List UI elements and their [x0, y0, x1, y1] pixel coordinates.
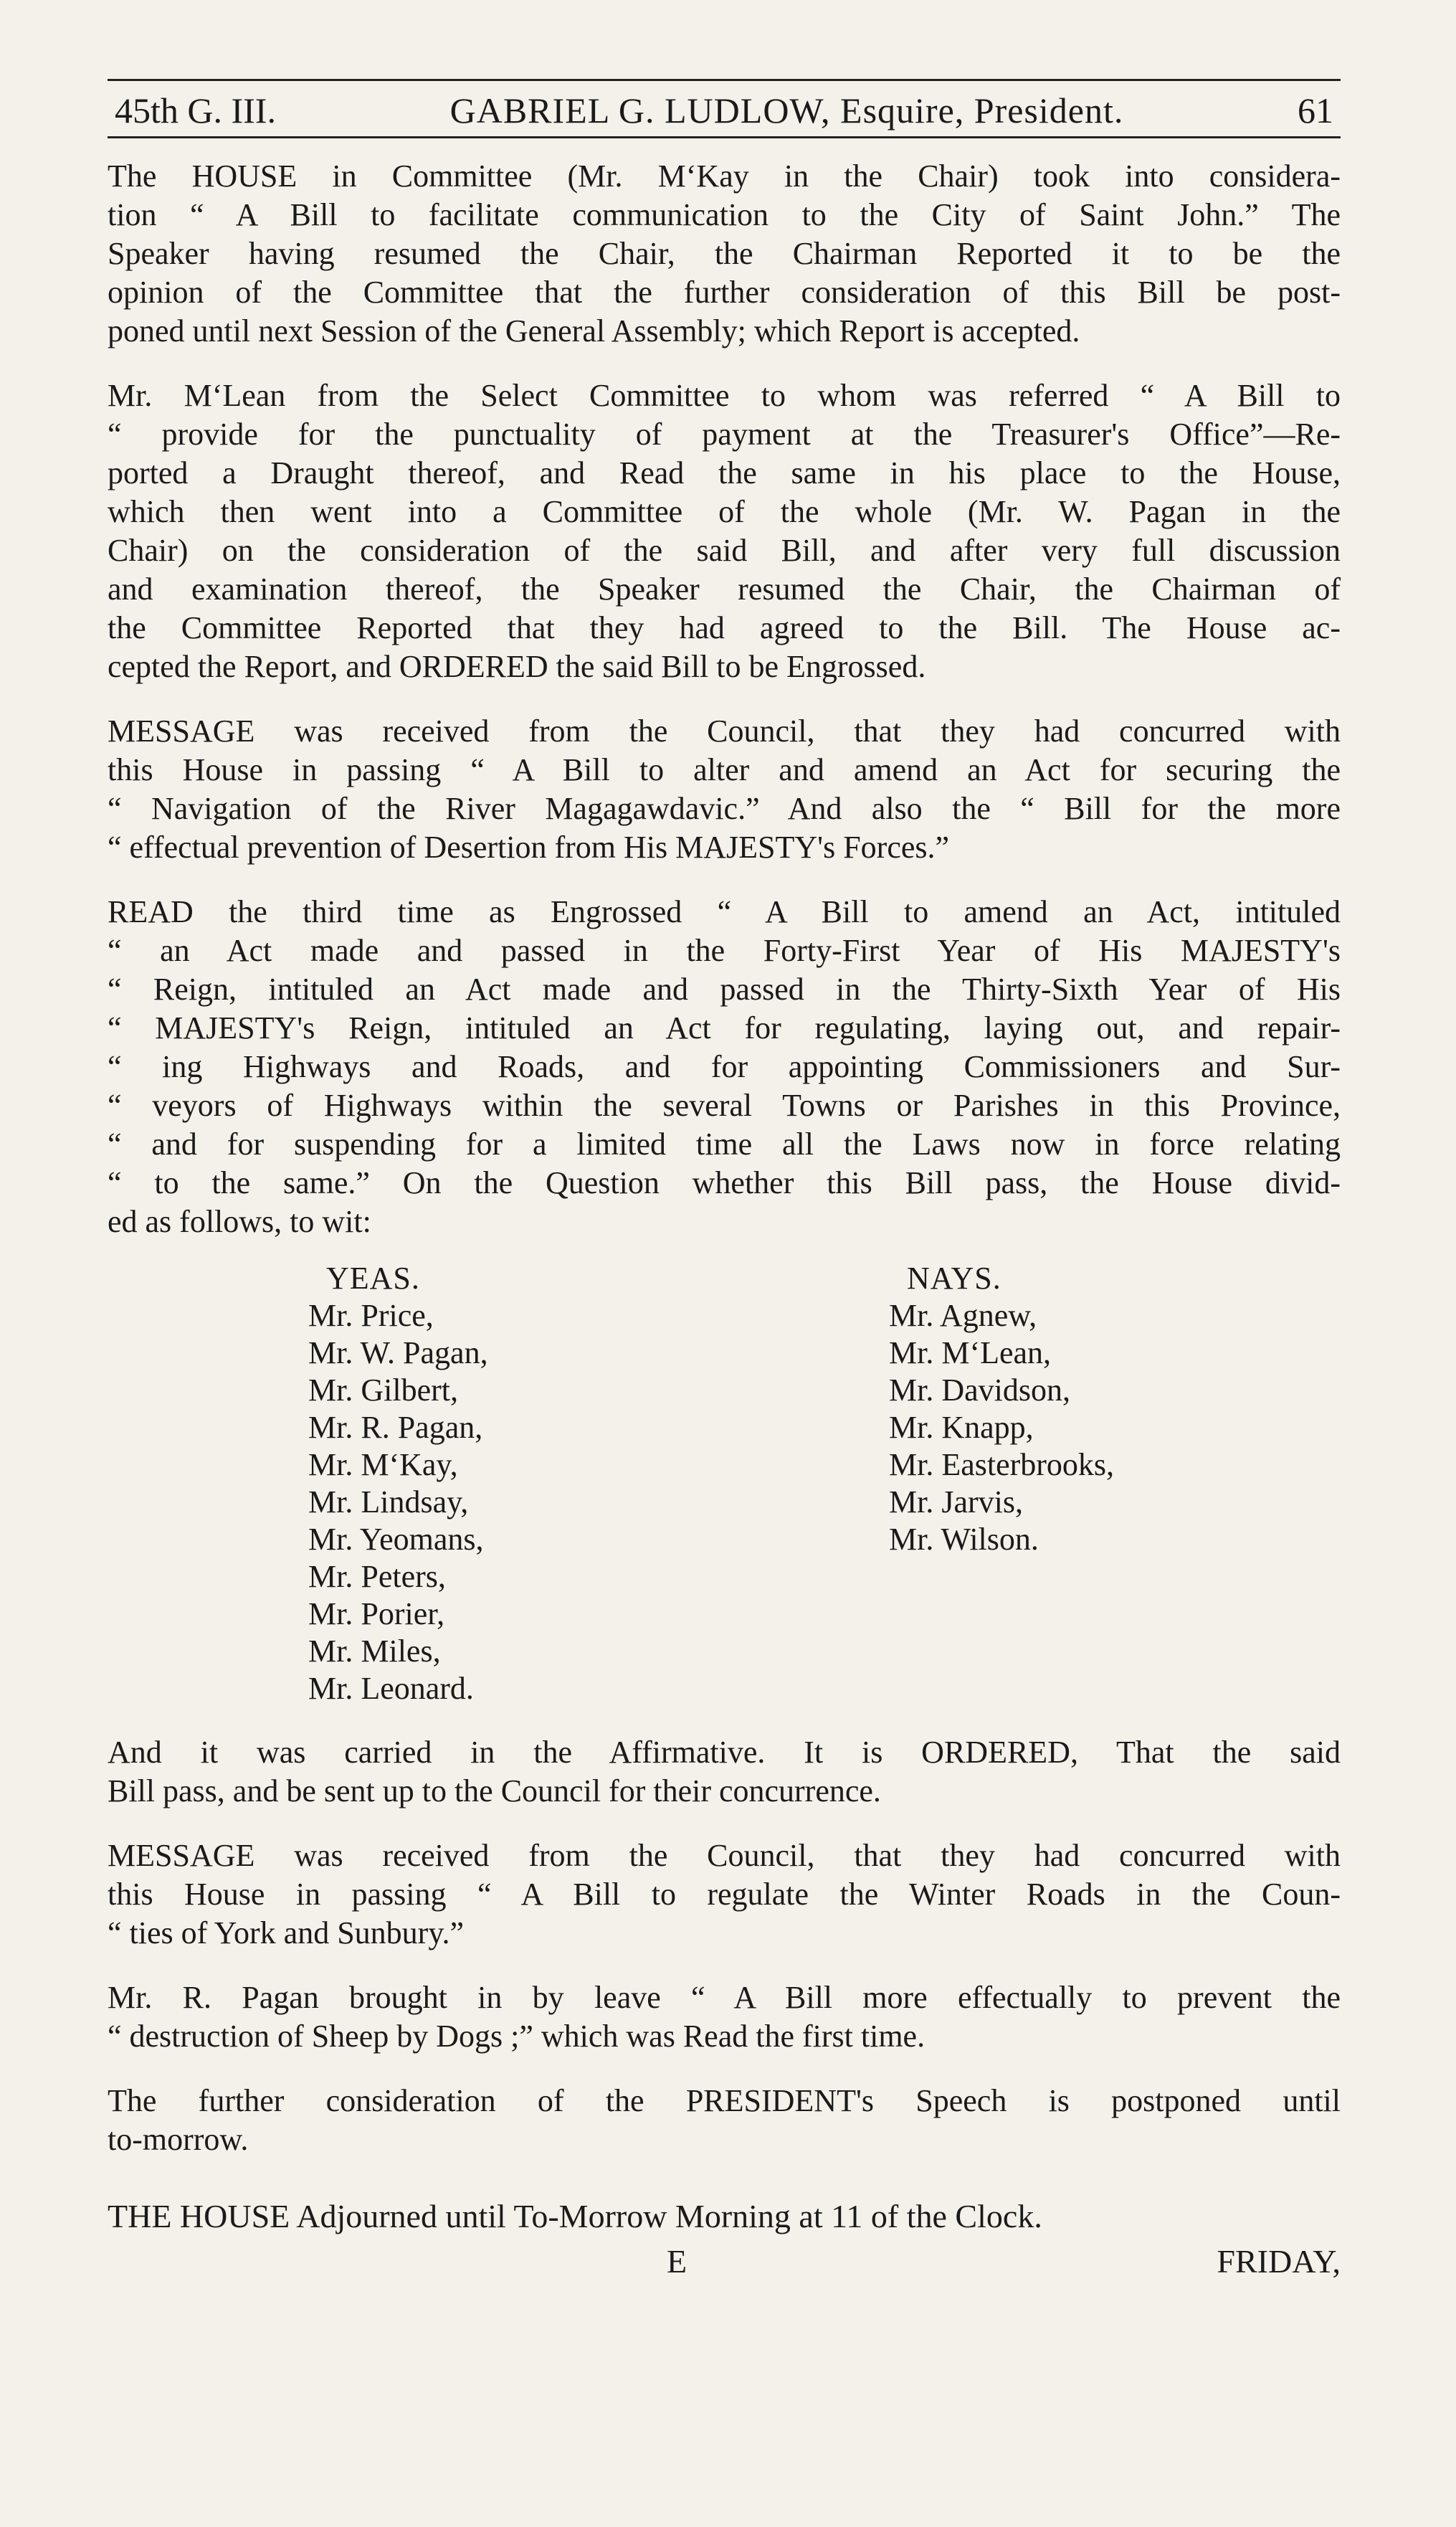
- member-name: Mr. Gilbert,: [308, 1372, 458, 1408]
- text-line: “ effectual prevention of Desertion from His MAJESTY's Forces.”: [108, 830, 950, 865]
- member-name: Mr. Easterbrooks,: [889, 1447, 1115, 1482]
- adjournment-line: THE HOUSE Adjourned until To-Morrow Morning at 11 of the Clock.: [108, 2198, 1042, 2234]
- text-line: Speaker having resumed the Chair, the Chairman Reported it to be the: [108, 236, 1341, 271]
- text-line: “ Reign, intituled an Act made and passed in the Thirty-Sixth Year of His: [108, 972, 1341, 1007]
- text-line: “ veyors of Highways within the several Towns or Parishes in this Province,: [108, 1088, 1341, 1123]
- page-footer: [108, 2242, 1341, 2280]
- post-division-paragraphs: [108, 1733, 1341, 2159]
- text-line: MESSAGE was received from the Council, that they had concurred with: [108, 713, 1341, 749]
- top-rule: [108, 79, 1341, 81]
- paragraph: [108, 1733, 1341, 1811]
- paragraph: [108, 376, 1341, 686]
- page-number: 61: [1298, 90, 1333, 131]
- paragraph: [108, 712, 1341, 867]
- text-line: MESSAGE was received from the Council, that they had concurred with: [108, 1838, 1341, 1873]
- text-line: “ destruction of Sheep by Dogs ;” which was Read the first time.: [108, 2019, 926, 2054]
- text-line: poned until next Session of the General Assembly; which Report is accepted.: [108, 313, 1080, 349]
- text-line: “ to the same.” On the Question whether this Bill pass, the House divid-: [108, 1165, 1341, 1200]
- body-paragraphs: [108, 157, 1341, 1241]
- text-line: the Committee Reported that they had agreed to the Bill. The House ac-: [108, 610, 1341, 645]
- text-line: “ MAJESTY's Reign, intituled an Act for regulating, laying out, and repair-: [108, 1010, 1341, 1046]
- text-line: and examination thereof, the Speaker resumed the Chair, the Chairman of: [108, 572, 1341, 607]
- header-title: GABRIEL G. LUDLOW, Esquire, President.: [449, 90, 1124, 131]
- text-line: “ ties of York and Sunbury.”: [108, 1915, 464, 1950]
- member-name: Mr. Porier,: [308, 1596, 445, 1631]
- division-list: [108, 1260, 1341, 1707]
- text-line: ed as follows, to wit:: [108, 1204, 371, 1239]
- text-line: READ the third time as Engrossed “ A Bill to amend an Act, intituled: [108, 894, 1341, 929]
- catchword: FRIDAY,: [1217, 2243, 1341, 2280]
- member-name: Mr. Wilson.: [889, 1522, 1039, 1557]
- paragraph: [108, 1978, 1341, 2056]
- member-name: Mr. M‘Lean,: [889, 1335, 1052, 1370]
- text-line: Chair) on the consideration of the said Bill, and after very full discussion: [108, 533, 1341, 568]
- text-line: And it was carried in the Affirmative. It is ORDERED, That the said: [108, 1735, 1341, 1770]
- text-line: tion “ A Bill to facilitate communication to the City of Saint John.” The: [108, 197, 1341, 232]
- paragraph: [108, 2082, 1341, 2159]
- text-line: Mr. M‘Lean from the Select Committee to whom was referred “ A Bill to: [108, 378, 1341, 413]
- member-name: Mr. Leonard.: [308, 1671, 474, 1706]
- member-name: Mr. Price,: [308, 1298, 434, 1333]
- nays-heading: NAYS.: [907, 1261, 1001, 1296]
- yeas-column: [308, 1260, 889, 1707]
- paragraph: [108, 157, 1341, 351]
- member-name: Mr. Agnew,: [889, 1298, 1037, 1333]
- member-name: Mr. Jarvis,: [889, 1484, 1023, 1519]
- text-line: this House in passing “ A Bill to alter and amend an Act for securing the: [108, 752, 1341, 787]
- text-line: The HOUSE in Committee (Mr. M‘Kay in the Chair) took into considera-: [108, 158, 1341, 194]
- text-line: “ ing Highways and Roads, and for appointing Commissioners and Sur-: [108, 1049, 1341, 1084]
- text-line: “ Navigation of the River Magagawdavic.” And also the “ Bill for the more: [108, 791, 1341, 826]
- document-page: [108, 79, 1341, 2280]
- text-line: “ an Act made and passed in the Forty-First Year of His MAJESTY's: [108, 933, 1341, 968]
- nays-names: [889, 1297, 1319, 1558]
- member-name: Mr. Yeomans,: [308, 1522, 484, 1557]
- text-line: opinion of the Committee that the further consideration of this Bill be post-: [108, 275, 1341, 310]
- text-line: Mr. R. Pagan brought in by leave “ A Bill more effectually to prevent the: [108, 1980, 1341, 2015]
- text-line: to-morrow.: [108, 2122, 249, 2157]
- member-name: Mr. Miles,: [308, 1634, 441, 1669]
- text-line: Bill pass, and be sent up to the Council for their concurrence.: [108, 1773, 881, 1808]
- nays-column: [889, 1260, 1319, 1707]
- yeas-heading: YEAS.: [326, 1261, 420, 1296]
- running-header: [108, 91, 1341, 138]
- paragraph: [108, 893, 1341, 1241]
- text-line: which then went into a Committee of the whole (Mr. W. Pagan in the: [108, 494, 1341, 529]
- signature-mark: E: [667, 2243, 687, 2280]
- text-line: The further consideration of the PRESIDENT's Speech is postponed until: [108, 2083, 1341, 2118]
- text-line: ported a Draught thereof, and Read the same in his place to the House,: [108, 455, 1341, 490]
- member-name: Mr. R. Pagan,: [308, 1410, 483, 1445]
- member-name: Mr. Lindsay,: [308, 1484, 469, 1519]
- text-line: cepted the Report, and ORDERED the said Bill to be Engrossed.: [108, 649, 926, 684]
- member-name: Mr. W. Pagan,: [308, 1335, 488, 1370]
- text-line: this House in passing “ A Bill to regulate the Winter Roads in the Coun-: [108, 1877, 1341, 1912]
- member-name: Mr. Davidson,: [889, 1372, 1070, 1408]
- member-name: Mr. Peters,: [308, 1559, 446, 1594]
- header-regnal-year: 45th G. III.: [115, 90, 276, 131]
- member-name: Mr. M‘Kay,: [308, 1447, 458, 1482]
- yeas-names: [308, 1297, 889, 1707]
- member-name: Mr. Knapp,: [889, 1410, 1034, 1445]
- text-line: “ provide for the punctuality of payment at the Treasurer's Office”—Re-: [108, 417, 1341, 452]
- paragraph: [108, 1836, 1341, 1953]
- text-line: “ and for suspending for a limited time all the Laws now in force relating: [108, 1127, 1341, 1162]
